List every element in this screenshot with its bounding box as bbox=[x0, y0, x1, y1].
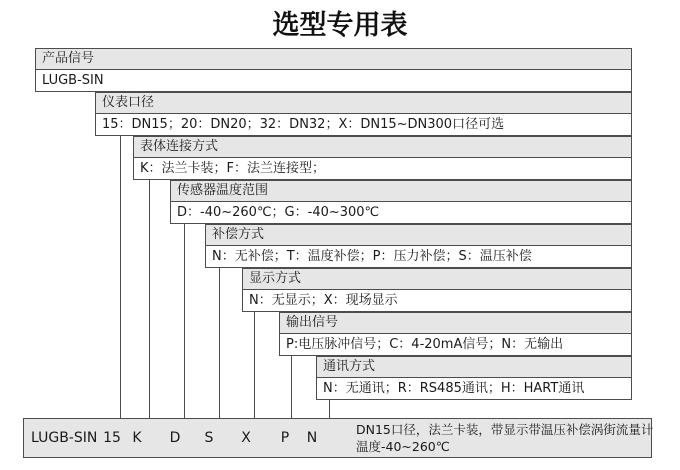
model-code-temp-range: D bbox=[169, 430, 181, 446]
model-code-diameter: 15 bbox=[103, 430, 121, 446]
level-options: LUGB-SIN bbox=[36, 70, 631, 91]
level-options: 15：DN15；20：DN20；32：DN32；X：DN15~DN300口径可选 bbox=[96, 114, 631, 135]
level-box-communication bbox=[316, 356, 632, 400]
connector-line-compensation bbox=[219, 268, 220, 418]
level-options: D：-40~260℃；G：-40~300℃ bbox=[171, 202, 631, 223]
connector-line-output bbox=[291, 356, 292, 418]
selected-model-row bbox=[23, 418, 652, 458]
model-code-compensation: S bbox=[204, 430, 214, 446]
level-header: 表体连接方式 bbox=[134, 137, 631, 158]
model-code-display: X bbox=[241, 430, 251, 446]
model-code-output: P bbox=[280, 430, 290, 446]
level-box-sensor-temp-range bbox=[170, 180, 632, 224]
model-code-connection: K bbox=[132, 430, 142, 446]
connector-line-connection bbox=[149, 180, 150, 418]
level-box-compensation bbox=[205, 224, 632, 268]
level-box-meter-diameter bbox=[95, 92, 632, 136]
selection-description-line1: DN15口径，法兰卡装，带显示带温压补偿涡街流量计 bbox=[356, 422, 654, 437]
level-box-output-signal bbox=[279, 312, 632, 356]
level-header: 输出信号 bbox=[280, 313, 631, 334]
connector-line-diameter bbox=[120, 136, 121, 418]
connector-line-communication bbox=[329, 400, 330, 418]
level-box-body-connection bbox=[133, 136, 632, 180]
level-header: 补偿方式 bbox=[206, 225, 631, 246]
level-header: 通讯方式 bbox=[317, 357, 631, 378]
level-header: 传感器温度范围 bbox=[171, 181, 631, 202]
level-box-product-signal bbox=[35, 48, 632, 92]
level-header: 仪表口径 bbox=[96, 93, 631, 114]
connector-line-display bbox=[254, 312, 255, 418]
selection-description-line2: 温度-40~260℃ bbox=[356, 439, 450, 454]
level-box-display bbox=[242, 268, 632, 312]
level-options: N：无显示；X：现场显示 bbox=[243, 290, 631, 311]
level-options: P:电压脉冲信号；C：4-20mA信号；N：无输出 bbox=[280, 334, 631, 355]
selection-description bbox=[356, 421, 654, 455]
level-options: N：无补偿；T：温度补偿；P：压力补偿；S：温压补偿 bbox=[206, 246, 631, 267]
connector-line-temp-range bbox=[184, 224, 185, 418]
model-code-communication: N bbox=[306, 430, 318, 446]
page-title: 选型专用表 bbox=[272, 10, 408, 41]
level-header: 产品信号 bbox=[36, 49, 631, 70]
level-options: N：无通讯；R：RS485通讯；H：HART通讯 bbox=[317, 378, 631, 399]
level-options: K：法兰卡装；F：法兰连接型； bbox=[134, 158, 631, 179]
level-header: 显示方式 bbox=[243, 269, 631, 290]
model-code-base: LUGB-SIN bbox=[31, 430, 98, 446]
